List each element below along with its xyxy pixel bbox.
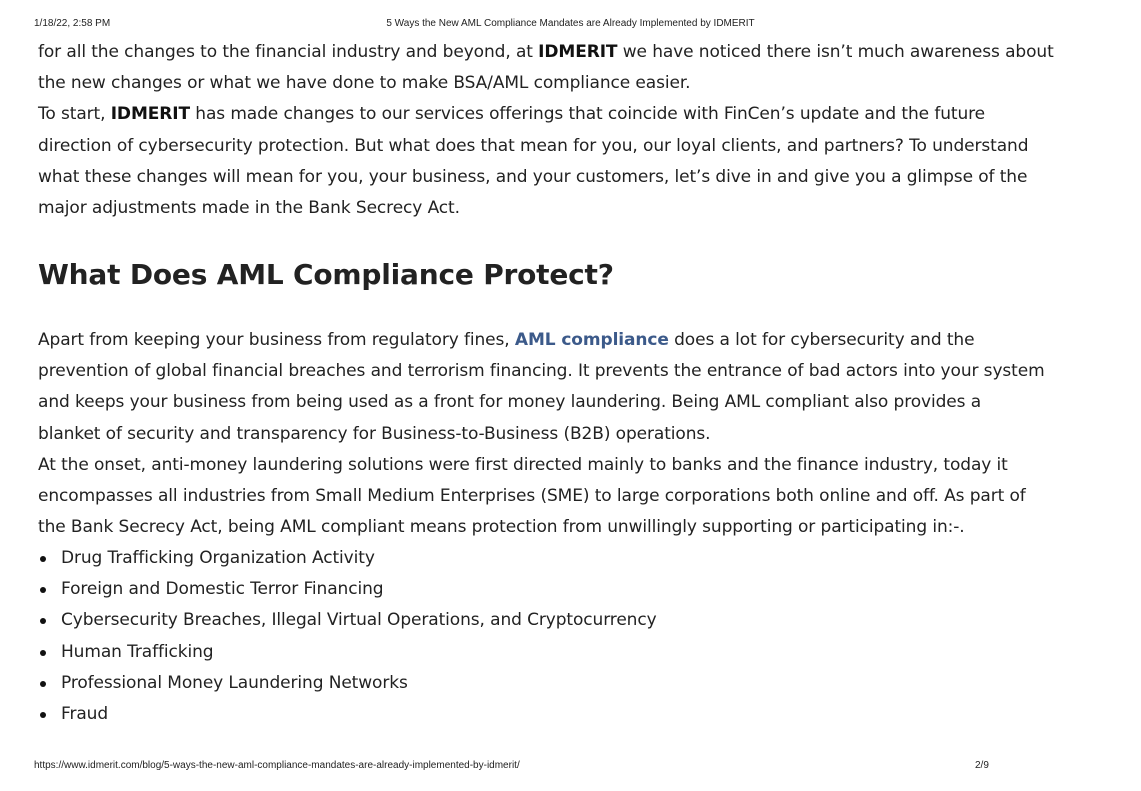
aml-compliance-link[interactable]: AML compliance — [514, 330, 669, 350]
print-url: https://www.idmerit.com/blog/5-ways-the-new-aml-compliance-mandates-are-already-implemented-by-idmerit/ — [34, 760, 520, 771]
list-item — [38, 574, 657, 605]
list-item-text: Professional Money Laundering Networks — [61, 672, 408, 693]
list-item — [38, 605, 657, 636]
list-item-text: Human Trafficking — [61, 641, 214, 662]
brand-name-bold: IDMERIT — [110, 104, 190, 125]
print-datetime: 1/18/22, 2:58 PM — [34, 18, 111, 29]
section-heading: What Does AML Compliance Protect? — [38, 258, 614, 291]
section-line: At the onset, anti-money laundering solutions were first directed mainly to banks and the finance industry, today it — [38, 454, 1008, 475]
section-line: prevention of global financial breaches and terrorism financing. It prevents the entrance of bad actors into your system — [38, 361, 1045, 382]
list-item-text: Drug Trafficking Organization Activity — [61, 548, 375, 568]
bullet-icon — [40, 556, 46, 562]
intro-text: we have noticed there isn’t much awareness about — [617, 42, 1054, 62]
intro-text: has made changes to our services offerings that coincide with FinCen’s update and the future — [189, 104, 985, 125]
section-line: and keeps your business from being used as a front for money laundering. Being AML compliant also provides a — [38, 392, 982, 413]
intro-line: major adjustments made in the Bank Secrecy Act. — [38, 198, 460, 219]
intro-paragraph-1 — [38, 37, 1054, 99]
intro-paragraph-2 — [38, 99, 1054, 224]
print-page-title: 5 Ways the New AML Compliance Mandates are Already Implemented by IDMERIT — [386, 18, 755, 29]
list-item — [38, 543, 657, 574]
page-number: 2/9 — [975, 760, 989, 771]
bullet-icon — [40, 618, 46, 624]
section-paragraphs — [38, 325, 1045, 543]
intro-line — [38, 37, 1054, 68]
intro-text: for all the changes to the financial industry and beyond, at — [38, 42, 539, 62]
section-paragraph-2 — [38, 450, 1045, 544]
section-paragraph-1 — [38, 325, 1045, 450]
list-item-text: Cybersecurity Breaches, Illegal Virtual Operations, and Cryptocurrency — [61, 610, 657, 631]
intro-line: what these changes will mean for you, your business, and your customers, let’s dive in and give you a glimpse of the — [38, 166, 1028, 187]
intro-text: To start, — [38, 104, 111, 125]
list-item — [38, 699, 657, 730]
protection-list — [38, 543, 657, 730]
section-line: blanket of security and transparency for Business-to-Business (B2B) operations. — [38, 423, 711, 444]
section-line: encompasses all industries from Small Medium Enterprises (SME) to large corporations both online and off. As part of — [38, 486, 1026, 507]
article-content — [38, 37, 1054, 757]
intro-paragraphs — [38, 37, 1054, 224]
list-item-text: Foreign and Domestic Terror Financing — [61, 579, 384, 600]
intro-line: the new changes or what we have done to make BSA/AML compliance easier. — [38, 73, 691, 94]
bullet-icon — [40, 587, 46, 593]
section-line: the Bank Secrecy Act, being AML compliant means protection from unwillingly supporting or participating in:-. — [38, 517, 965, 538]
bullet-icon — [40, 681, 46, 687]
list-item-text: Fraud — [61, 703, 109, 724]
bullet-icon — [40, 650, 46, 656]
section-line — [38, 325, 1045, 356]
list-item — [38, 637, 657, 668]
section-text: Apart from keeping your business from regulatory fines, — [38, 330, 515, 350]
list-item — [38, 668, 657, 699]
print-footer — [0, 760, 1024, 774]
section-heading-wrap — [38, 257, 614, 293]
bullet-icon — [40, 712, 46, 718]
brand-name-bold: IDMERIT — [538, 42, 618, 62]
intro-line: direction of cybersecurity protection. But what does that mean for you, our loyal clients, and partners? To understand — [38, 135, 1029, 156]
print-header — [0, 18, 1024, 32]
intro-line — [38, 99, 1054, 130]
section-text: does a lot for cybersecurity and the — [668, 330, 975, 350]
